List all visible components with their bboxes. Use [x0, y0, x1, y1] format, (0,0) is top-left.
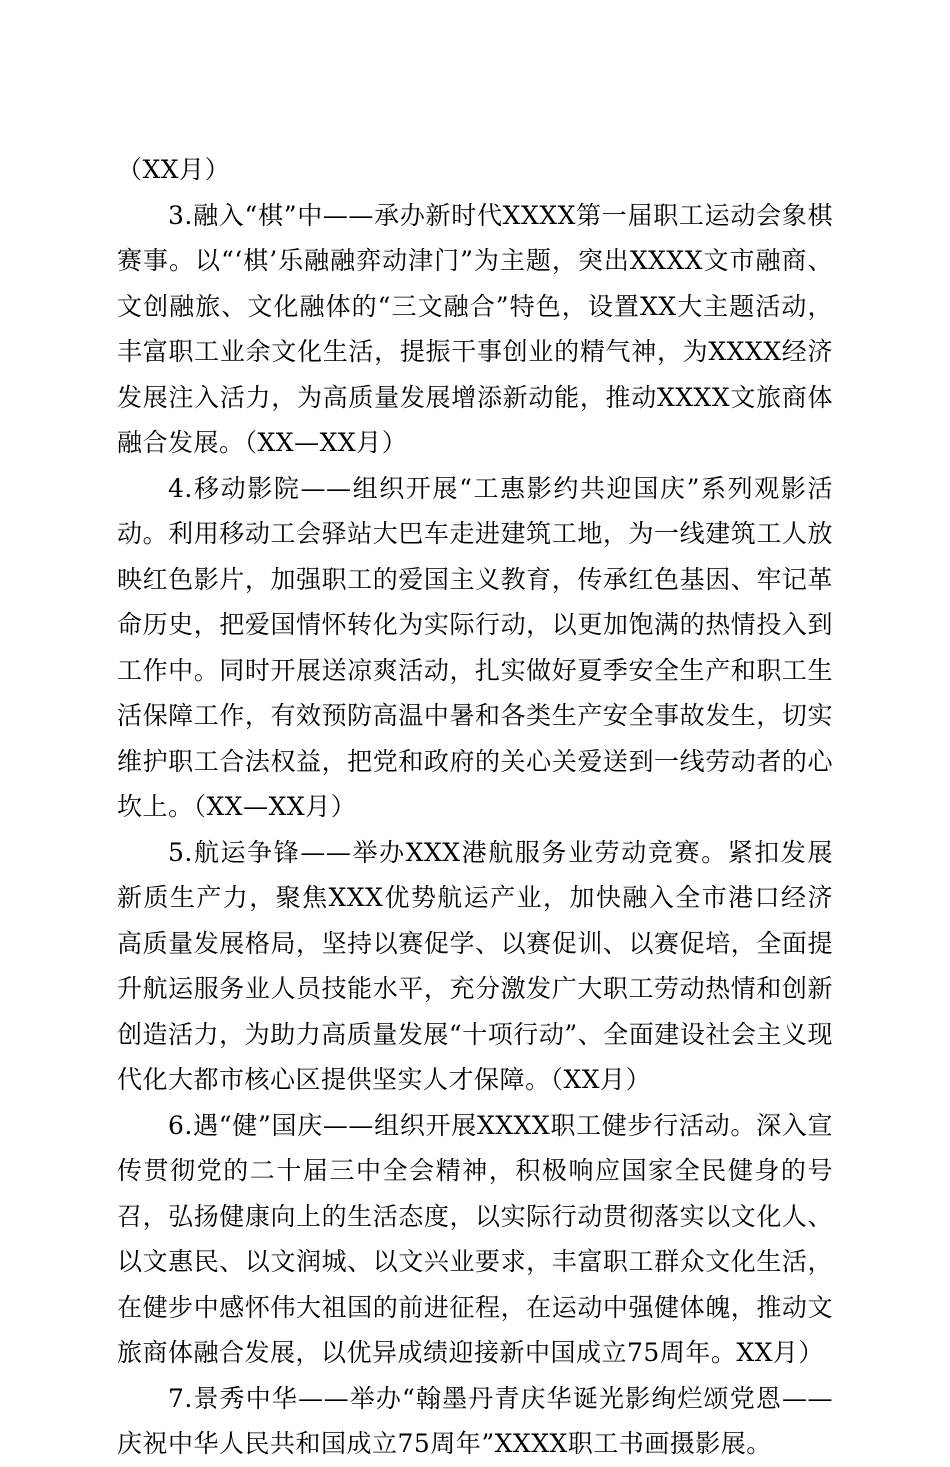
paragraph-item-7: 7.景秀中华——举办“翰墨丹青庆华诞光影绚烂颂党恩——庆祝中华人民共和国成立75周年”XXXX职工书画摄影展。: [117, 1383, 833, 1458]
paragraph-item-5: 5.航运争锋——举办XXX港航服务业劳动竞赛。紧扣发展新质生产力，聚焦XXX优势航运产业，加快融入全市港口经济高质量发展格局，坚持以赛促学、以赛促训、以赛促培，全面提升航运服务业人员技能水平，充分激发广大职工劳动热情和创新创造活力，为助力高质量发展“十项行动”、全面建设社会主义现代化大都市核心区提供坚实人才保障。（XX月）: [117, 837, 833, 1094]
paragraph-month-note: （XX月）: [117, 155, 231, 184]
paragraph-item-4: 4.移动影院——组织开展“工惠影约共迎国庆”系列观影活动。利用移动工会驿站大巴车走进建筑工地，为一线建筑工人放映红色影片，加强职工的爱国主义教育，传承红色基因、牢记革命历史，把爱国情怀转化为实际行动，以更加饱满的热情投入到工作中。同时开展送凉爽活动，扎实做好夏季安全生产和职工生活保障工作，有效预防高温中暑和各类生产安全事故发生，切实维护职工合法权益，把党和政府的关心关爱送到一线劳动者的心坎上。（XX—XX月）: [117, 473, 833, 821]
paragraph-item-6: 6.遇“健”国庆——组织开展XXXX职工健步行活动。深入宣传贯彻党的二十届三中全会精神，积极响应国家全民健身的号召，弘扬健康向上的生活态度，以实际行动贯彻落实以文化人、以文惠民、以文润城、以文兴业要求，丰富职工群众文化生活，在健步中感怀伟大祖国的前进征程，在运动中强健体魄，推动文旅商体融合发展，以优异成绩迎接新中国成立75周年。XX月）: [117, 1110, 833, 1367]
paragraph-item-3: 3.融入“棋”中——承办新时代XXXX第一届职工运动会象棋赛事。以“‘棋’乐融融弈动津门”为主题，突出XXXX文市融商、文创融旅、文化融体的“三文融合”特色，设置XX大主题活动，丰富职工业余文化生活，提振干事创业的精气神，为XXXX经济发展注入活力，为高质量发展增添新动能，推动XXXX文旅商体融合发展。（XX—XX月）: [117, 200, 833, 457]
document-body: [117, 147, 833, 1467]
